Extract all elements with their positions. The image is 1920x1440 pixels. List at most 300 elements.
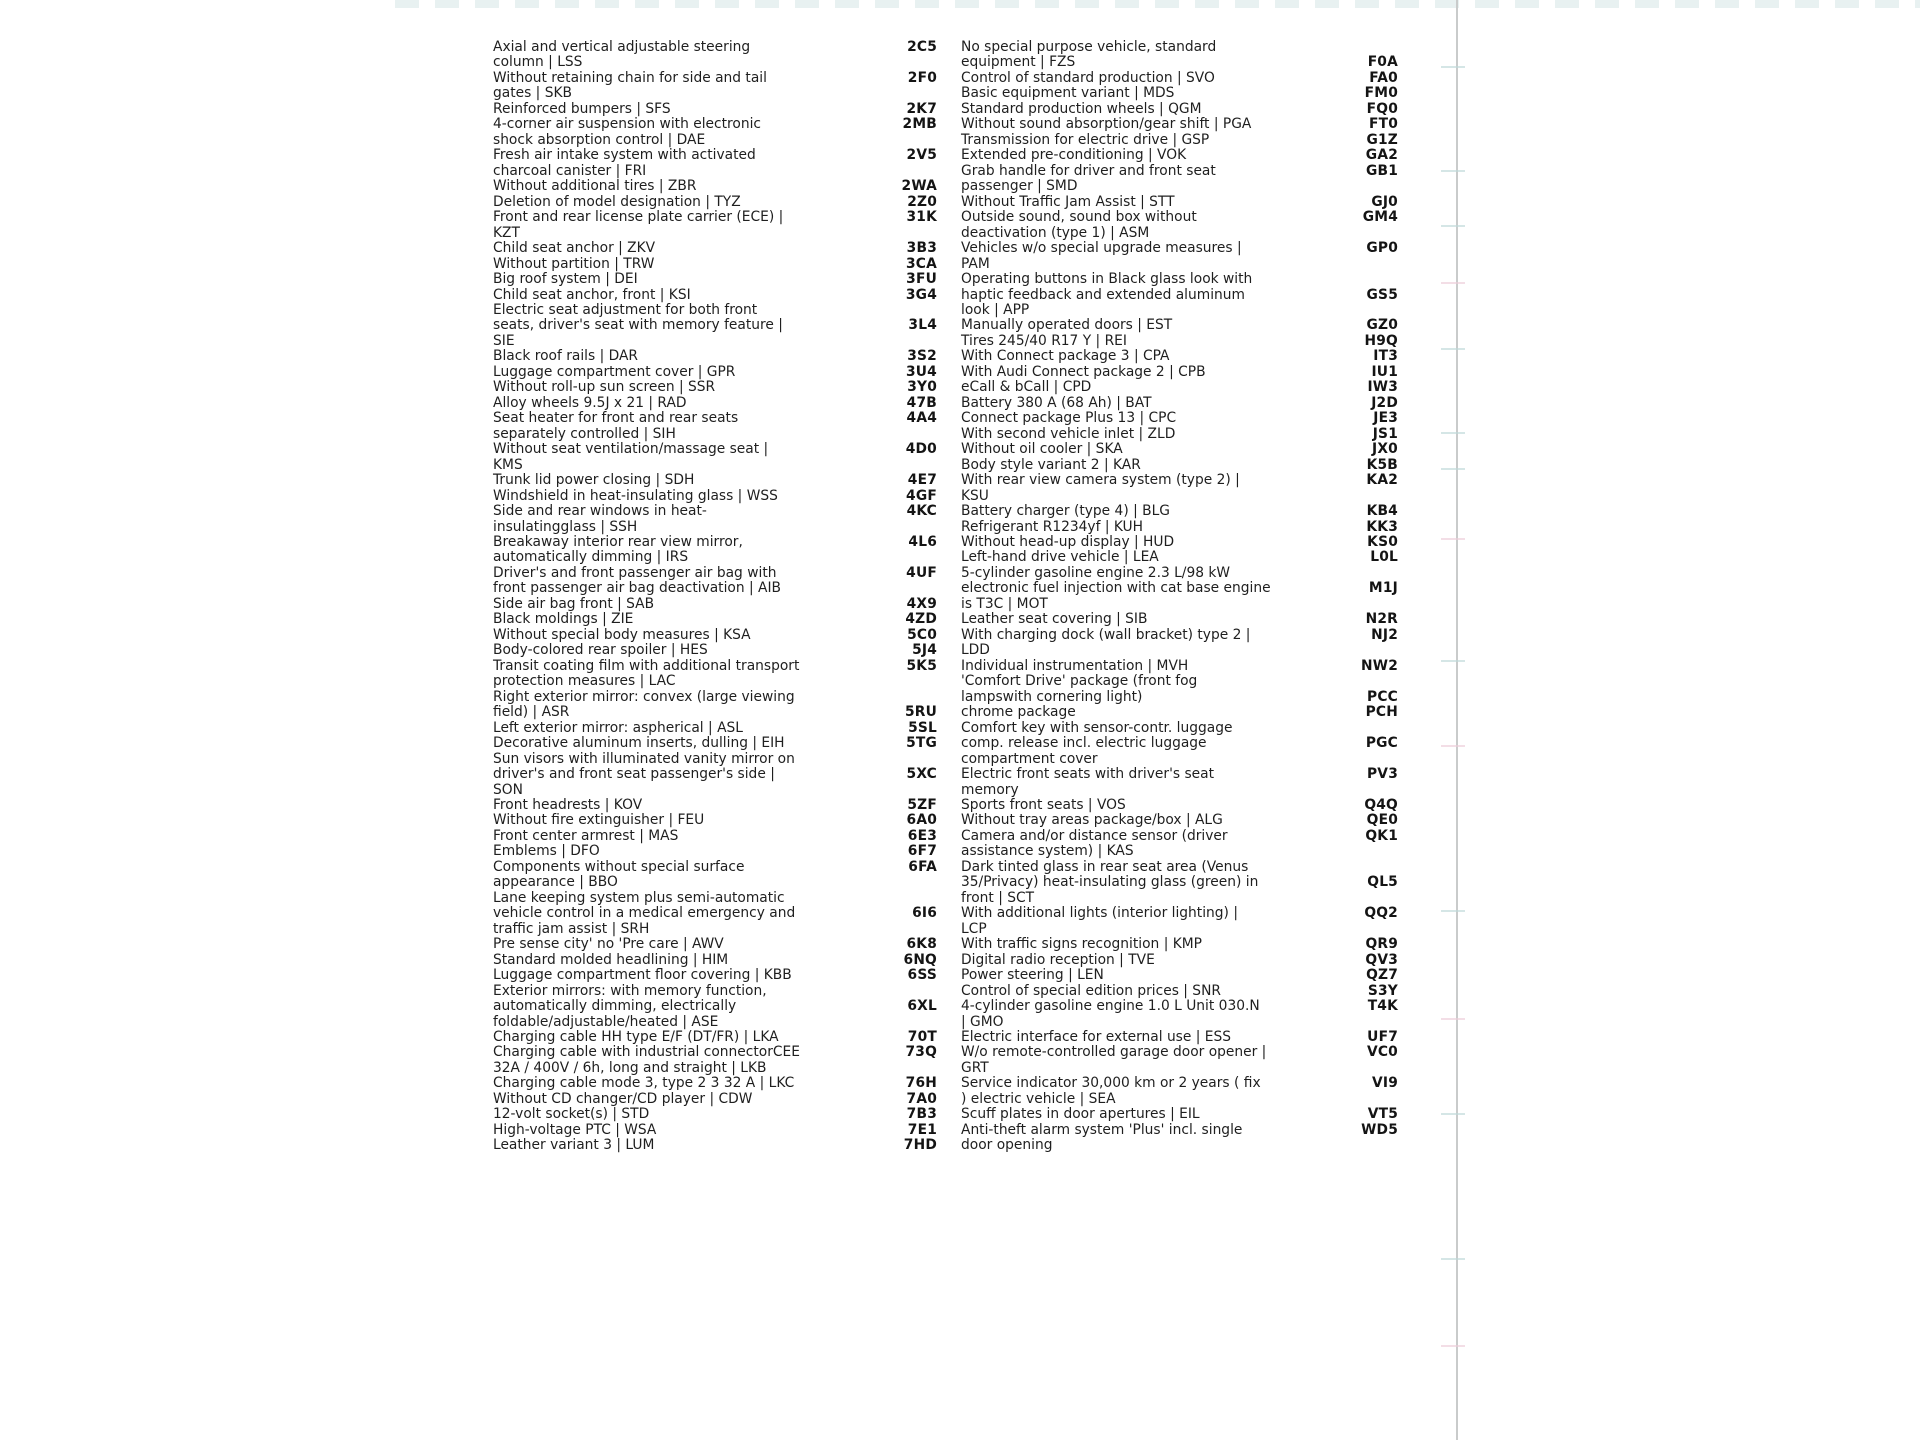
right-code: WD5 xyxy=(1361,1121,1398,1138)
left-column-text: protection measures | LAC xyxy=(493,673,676,690)
right-code: L0L xyxy=(1370,549,1398,566)
right-code: GM4 xyxy=(1362,209,1398,226)
doc-line xyxy=(0,1138,1460,1153)
option-description: lampswith cornering light) xyxy=(961,688,1143,705)
left-column-text: Without seat ventilation/massage seat | xyxy=(493,441,769,458)
pr-code: 6SS xyxy=(907,967,937,984)
right-code: VT5 xyxy=(1367,1106,1398,1123)
left-column-text: Decorative aluminum inserts, dulling | EIH xyxy=(493,735,785,752)
pr-code: 3B3 xyxy=(906,240,937,257)
doc-line xyxy=(0,1123,1460,1138)
doc-line xyxy=(0,133,1460,148)
pr-code: 4X9 xyxy=(906,595,937,612)
scan-artifact-dash xyxy=(1441,1018,1465,1020)
option-description: PAM xyxy=(961,255,990,272)
left-column-text: Luggage compartment cover | GPR xyxy=(493,363,736,380)
doc-line xyxy=(0,659,1460,674)
right-code: G1Z xyxy=(1366,131,1398,148)
doc-line xyxy=(0,288,1460,303)
option-description: haptic feedback and extended aluminum xyxy=(961,286,1245,303)
option-description: eCall & bCall | CPD xyxy=(961,379,1092,396)
option-description: chrome package xyxy=(961,704,1076,721)
option-description: KSU xyxy=(961,487,989,504)
scan-artifact-dash xyxy=(1441,225,1465,227)
pr-code: 2MB xyxy=(902,116,937,133)
pr-code: 4KC xyxy=(906,503,937,520)
option-description: Refrigerant R1234yf | KUH xyxy=(961,518,1144,535)
doc-line xyxy=(0,458,1460,473)
doc-line xyxy=(0,597,1460,612)
equipment-code-list xyxy=(0,40,1460,1154)
right-code: GA2 xyxy=(1365,147,1398,164)
doc-line xyxy=(0,102,1460,117)
right-code: FA0 xyxy=(1369,69,1398,86)
left-column-text: appearance | BBO xyxy=(493,874,618,891)
option-description: Without tray areas package/box | ALG xyxy=(961,812,1223,829)
option-description: Body style variant 2 | KAR xyxy=(961,456,1141,473)
pr-code: 7HD xyxy=(903,1137,937,1154)
doc-line xyxy=(0,303,1460,318)
left-column-text: Deletion of model designation | TYZ xyxy=(493,193,741,210)
doc-line xyxy=(0,628,1460,643)
doc-line xyxy=(0,349,1460,364)
doc-line xyxy=(0,581,1460,596)
doc-line xyxy=(0,875,1460,890)
option-description: deactivation (type 1) | ASM xyxy=(961,224,1150,241)
pr-code: 5C0 xyxy=(907,626,937,643)
option-description: memory xyxy=(961,781,1019,798)
pr-code: 2F0 xyxy=(907,69,937,86)
option-description: Basic equipment variant | MDS xyxy=(961,85,1175,102)
left-column-text: KMS xyxy=(493,456,523,473)
doc-line xyxy=(0,164,1460,179)
option-description: 5-cylinder gasoline engine 2.3 L/98 kW xyxy=(961,564,1231,581)
left-column-text: Big roof system | DEI xyxy=(493,271,638,288)
scan-artifact-dash xyxy=(1441,660,1465,662)
right-code: QK1 xyxy=(1365,827,1398,844)
doc-line xyxy=(0,226,1460,241)
doc-line xyxy=(0,1015,1460,1030)
scan-artifact-dash xyxy=(1441,1258,1465,1260)
pr-code: 5RU xyxy=(904,704,937,721)
doc-line xyxy=(0,272,1460,287)
left-column-text: Without roll-up sun screen | SSR xyxy=(493,379,716,396)
pr-code: 4ZD xyxy=(905,611,937,628)
right-code: KS0 xyxy=(1367,534,1398,550)
option-description: front | SCT xyxy=(961,889,1035,906)
option-description: 'Comfort Drive' package (front fog xyxy=(961,673,1198,690)
left-column-text: Alloy wheels 9.5J x 21 | RAD xyxy=(493,394,687,411)
right-code: QV3 xyxy=(1365,951,1398,968)
option-description: passenger | SMD xyxy=(961,178,1078,195)
pr-code: 7E1 xyxy=(907,1121,937,1138)
doc-line xyxy=(0,117,1460,132)
left-column-text: Axial and vertical adjustable steering xyxy=(493,39,751,55)
option-description: comp. release incl. electric luggage xyxy=(961,735,1207,752)
left-column-text: Without fire extinguisher | FEU xyxy=(493,812,705,829)
scan-artifact-dash xyxy=(1441,66,1465,68)
left-column-text: Right exterior mirror: convex (large viewing xyxy=(493,688,795,705)
doc-line xyxy=(0,999,1460,1014)
left-column-text: insulatingglass | SSH xyxy=(493,518,638,535)
option-description: Comfort key with sensor-contr. luggage xyxy=(961,719,1233,736)
right-code: FT0 xyxy=(1368,116,1398,133)
right-code: PCC xyxy=(1367,688,1398,705)
right-code: JS1 xyxy=(1372,425,1398,442)
left-column-text: traffic jam assist | SRH xyxy=(493,920,650,937)
option-description: Service indicator 30,000 km or 2 years ( fix xyxy=(961,1075,1261,1092)
pr-code: 5K5 xyxy=(906,657,937,674)
option-description: assistance system) | KAS xyxy=(961,843,1134,860)
doc-line xyxy=(0,953,1460,968)
left-column-text: Without partition | TRW xyxy=(493,255,655,272)
left-column-text: Leather variant 3 | LUM xyxy=(493,1137,655,1154)
left-column-text: Without CD changer/CD player | CDW xyxy=(493,1090,753,1107)
pr-code: 5SL xyxy=(908,719,937,736)
doc-line xyxy=(0,257,1460,272)
left-column-text: Transit coating film with additional transport xyxy=(493,657,800,674)
left-column-text: field) | ASR xyxy=(493,704,570,721)
left-column-text: KZT xyxy=(493,224,520,241)
right-code: GZ0 xyxy=(1366,317,1398,334)
left-column-text: 32A / 400V / 6h, long and straight | LKB xyxy=(493,1059,767,1076)
doc-line xyxy=(0,1061,1460,1076)
pr-code: 3CA xyxy=(905,255,937,272)
doc-line xyxy=(0,937,1460,952)
right-code: N2R xyxy=(1365,611,1398,628)
option-description: Without head-up display | HUD xyxy=(961,534,1175,550)
option-description: Outside sound, sound box without xyxy=(961,209,1197,226)
left-column-text: Child seat anchor, front | KSI xyxy=(493,286,691,303)
right-code: PGC xyxy=(1365,735,1398,752)
left-column-text: Breakaway interior rear view mirror, xyxy=(493,534,743,550)
option-description: is T3C | MOT xyxy=(961,595,1048,612)
left-column-text: Reinforced bumpers | SFS xyxy=(493,100,671,117)
doc-line xyxy=(0,1092,1460,1107)
doc-line xyxy=(0,473,1460,488)
pr-code: 2Z0 xyxy=(907,193,937,210)
doc-line xyxy=(0,210,1460,225)
left-column-text: Left exterior mirror: aspherical | ASL xyxy=(493,719,743,736)
pr-code: 3FU xyxy=(906,271,937,288)
option-description: Battery charger (type 4) | BLG xyxy=(961,503,1170,520)
option-description: GRT xyxy=(961,1059,989,1076)
scan-artifact-dash xyxy=(1441,282,1465,284)
pr-code: 6K8 xyxy=(906,936,937,953)
option-description: Control of special edition prices | SNR xyxy=(961,982,1221,999)
option-description: With traffic signs recognition | KMP xyxy=(961,936,1202,953)
option-description: door opening xyxy=(961,1137,1053,1154)
option-description: Without oil cooler | SKA xyxy=(961,441,1123,458)
pr-code: 3L4 xyxy=(908,317,937,334)
pr-code: 6E3 xyxy=(907,827,937,844)
pr-code: 3U4 xyxy=(905,363,937,380)
option-description: 35/Privacy) heat-insulating glass (green) in xyxy=(961,874,1259,891)
right-code: NJ2 xyxy=(1371,626,1398,643)
doc-line xyxy=(0,736,1460,751)
right-code: M1J xyxy=(1368,580,1398,597)
pr-code: 5XC xyxy=(906,766,937,783)
scan-artifact-dash xyxy=(1441,910,1465,912)
doc-line xyxy=(0,380,1460,395)
doc-line xyxy=(0,968,1460,983)
left-column-text: 4-corner air suspension with electronic xyxy=(493,116,761,133)
option-description: Scuff plates in door apertures | EIL xyxy=(961,1106,1200,1123)
pr-code: 7A0 xyxy=(906,1090,937,1107)
left-column-text: Trunk lid power closing | SDH xyxy=(493,472,695,489)
right-code: JX0 xyxy=(1372,441,1398,458)
page-edge-line xyxy=(1456,0,1458,1440)
left-column-text: driver's and front seat passenger's side | xyxy=(493,766,775,783)
left-column-text: Luggage compartment floor covering | KBB xyxy=(493,967,792,984)
pr-code: 2C5 xyxy=(907,39,937,55)
doc-line xyxy=(0,40,1460,55)
option-description: Leather seat covering | SIB xyxy=(961,611,1148,628)
right-code: PCH xyxy=(1365,704,1398,721)
doc-line xyxy=(0,798,1460,813)
doc-line xyxy=(0,752,1460,767)
doc-line xyxy=(0,1076,1460,1091)
option-description: With rear view camera system (type 2) | xyxy=(961,472,1240,489)
doc-line xyxy=(0,1030,1460,1045)
pr-code: 4E7 xyxy=(907,472,937,489)
pr-code: 3S2 xyxy=(907,348,937,365)
doc-line xyxy=(0,535,1460,550)
right-code: T4K xyxy=(1367,998,1398,1015)
scan-artifact-dash xyxy=(1441,1113,1465,1115)
doc-line xyxy=(0,891,1460,906)
left-column-text: Front and rear license plate carrier (ECE) | xyxy=(493,209,784,226)
doc-line xyxy=(0,844,1460,859)
option-description: Standard production wheels | QGM xyxy=(961,100,1202,117)
doc-line xyxy=(0,612,1460,627)
left-column-text: Charging cable HH type E/F (DT/FR) | LKA xyxy=(493,1029,779,1045)
left-column-text: Windshield in heat-insulating glass | WSS xyxy=(493,487,778,504)
pr-code: 6XL xyxy=(907,998,937,1015)
option-description: LDD xyxy=(961,642,990,659)
left-column-text: Side air bag front | SAB xyxy=(493,595,655,612)
option-description: Battery 380 A (68 Ah) | BAT xyxy=(961,394,1152,411)
option-description: Electric interface for external use | ESS xyxy=(961,1029,1232,1045)
pr-code: 2K7 xyxy=(906,100,937,117)
doc-line xyxy=(0,427,1460,442)
doc-line xyxy=(0,334,1460,349)
doc-line xyxy=(0,813,1460,828)
right-code: GJ0 xyxy=(1371,193,1398,210)
option-description: W/o remote-controlled garage door opener | xyxy=(961,1044,1267,1061)
option-description: Left-hand drive vehicle | LEA xyxy=(961,549,1159,566)
left-column-text: SON xyxy=(493,781,523,798)
doc-line xyxy=(0,1107,1460,1122)
right-code: K5B xyxy=(1366,456,1398,473)
pr-code: 76H xyxy=(905,1075,937,1092)
doc-line xyxy=(0,690,1460,705)
right-code: PV3 xyxy=(1367,766,1398,783)
doc-line xyxy=(0,783,1460,798)
pr-code: 47B xyxy=(906,394,937,411)
left-column-text: Charging cable with industrial connectorCEE xyxy=(493,1044,800,1061)
pr-code: 3G4 xyxy=(905,286,937,303)
right-code: J2D xyxy=(1371,394,1398,411)
scan-artifact-top-strip xyxy=(395,0,1920,8)
right-code: KA2 xyxy=(1366,472,1398,489)
left-column-text: foldable/adjustable/heated | ASE xyxy=(493,1013,719,1030)
right-code: GS5 xyxy=(1366,286,1398,303)
right-code: VI9 xyxy=(1371,1075,1398,1092)
doc-line xyxy=(0,829,1460,844)
left-column-text: gates | SKB xyxy=(493,85,572,102)
option-description: Grab handle for driver and front seat xyxy=(961,162,1216,179)
doc-line xyxy=(0,721,1460,736)
left-column-text: Black roof rails | DAR xyxy=(493,348,639,365)
option-description: | GMO xyxy=(961,1013,1004,1030)
doc-line xyxy=(0,318,1460,333)
left-column-text: Sun visors with illuminated vanity mirror on xyxy=(493,750,795,767)
left-column-text: Components without special surface xyxy=(493,858,745,875)
left-column-text: Exterior mirrors: with memory function, xyxy=(493,982,767,999)
left-column-text: column | LSS xyxy=(493,54,583,71)
left-column-text: front passenger air bag deactivation | AIB xyxy=(493,580,782,597)
left-column-text: SIE xyxy=(493,332,515,349)
left-column-text: Electric seat adjustment for both front xyxy=(493,301,758,318)
left-column-text: Lane keeping system plus semi-automatic xyxy=(493,889,785,906)
option-description: Connect package Plus 13 | CPC xyxy=(961,410,1177,427)
option-description: equipment | FZS xyxy=(961,54,1076,71)
option-description: Vehicles w/o special upgrade measures | xyxy=(961,240,1242,257)
pr-code: 2WA xyxy=(901,178,937,195)
doc-line xyxy=(0,365,1460,380)
scan-artifact-dash xyxy=(1441,1345,1465,1347)
left-column-text: Child seat anchor | ZKV xyxy=(493,240,656,257)
doc-line xyxy=(0,767,1460,782)
left-column-text: Without special body measures | KSA xyxy=(493,626,751,643)
right-code: VC0 xyxy=(1366,1044,1398,1061)
option-description: look | APP xyxy=(961,301,1030,318)
left-column-text: Without additional tires | ZBR xyxy=(493,178,697,195)
right-code: QZ7 xyxy=(1366,967,1398,984)
left-column-text: Side and rear windows in heat- xyxy=(493,503,707,520)
doc-line xyxy=(0,396,1460,411)
pr-code: 2V5 xyxy=(906,147,937,164)
option-description: Camera and/or distance sensor (driver xyxy=(961,827,1228,844)
option-description: Digital radio reception | TVE xyxy=(961,951,1155,968)
pr-code: 4A4 xyxy=(906,410,937,427)
scan-artifact-dash xyxy=(1441,468,1465,470)
scan-artifact-dash xyxy=(1441,538,1465,540)
left-column-text: automatically dimming | IRS xyxy=(493,549,689,566)
left-column-text: charcoal canister | FRI xyxy=(493,162,647,179)
option-description: Without sound absorption/gear shift | PGA xyxy=(961,116,1252,133)
doc-line xyxy=(0,241,1460,256)
right-code: JE3 xyxy=(1373,410,1398,427)
right-code: QQ2 xyxy=(1364,905,1398,922)
option-description: electronic fuel injection with cat base engine xyxy=(961,580,1271,597)
pr-code: 5J4 xyxy=(912,642,937,659)
pr-code: 6A0 xyxy=(906,812,937,829)
option-description: 4-cylinder gasoline engine 1.0 L Unit 030.N xyxy=(961,998,1260,1015)
left-column-text: vehicle control in a medical emergency and xyxy=(493,905,796,922)
left-column-text: separately controlled | SIH xyxy=(493,425,676,442)
right-code: FQ0 xyxy=(1366,100,1398,117)
pr-code: 5ZF xyxy=(907,796,937,813)
pr-code: 3Y0 xyxy=(907,379,937,396)
scan-artifact-dash xyxy=(1441,432,1465,434)
left-column-text: Front headrests | KOV xyxy=(493,796,643,813)
right-code: QL5 xyxy=(1367,874,1398,891)
doc-line xyxy=(0,906,1460,921)
doc-line xyxy=(0,550,1460,565)
right-code: QR9 xyxy=(1365,936,1398,953)
pr-code: 7B3 xyxy=(906,1106,937,1123)
right-code: H9Q xyxy=(1364,332,1398,349)
doc-line xyxy=(0,442,1460,457)
doc-line xyxy=(0,489,1460,504)
pr-code: 5TG xyxy=(906,735,937,752)
doc-line xyxy=(0,71,1460,86)
option-description: ) electric vehicle | SEA xyxy=(961,1090,1116,1107)
option-description: No special purpose vehicle, standard xyxy=(961,39,1217,55)
doc-line xyxy=(0,566,1460,581)
left-column-text: Pre sense city' no 'Pre care | AWV xyxy=(493,936,724,953)
right-code: IW3 xyxy=(1367,379,1398,396)
left-column-text: Seat heater for front and rear seats xyxy=(493,410,739,427)
option-description: Electric front seats with driver's seat xyxy=(961,766,1214,783)
doc-line xyxy=(0,520,1460,535)
right-code: S3Y xyxy=(1367,982,1398,999)
pr-code: 4L6 xyxy=(908,534,937,550)
doc-line xyxy=(0,922,1460,937)
doc-line xyxy=(0,643,1460,658)
doc-line xyxy=(0,195,1460,210)
pr-code: 6I6 xyxy=(912,905,937,922)
pr-code: 4GF xyxy=(906,487,937,504)
left-column-text: Emblems | DFO xyxy=(493,843,600,860)
right-code: QE0 xyxy=(1366,812,1398,829)
option-description: Control of standard production | SVO xyxy=(961,69,1215,86)
doc-line xyxy=(0,1045,1460,1060)
option-description: Sports front seats | VOS xyxy=(961,796,1126,813)
left-column-text: Standard molded headlining | HIM xyxy=(493,951,729,968)
option-description: Without Traffic Jam Assist | STT xyxy=(961,193,1175,210)
left-column-text: shock absorption control | DAE xyxy=(493,131,706,148)
left-column-text: automatically dimming, electrically xyxy=(493,998,737,1015)
pr-code: 4D0 xyxy=(905,441,937,458)
doc-line xyxy=(0,504,1460,519)
pr-code: 6F7 xyxy=(907,843,937,860)
right-code: GP0 xyxy=(1366,240,1398,257)
right-code: IT3 xyxy=(1373,348,1398,365)
option-description: With Audi Connect package 2 | CPB xyxy=(961,363,1206,380)
option-description: Operating buttons in Black glass look with xyxy=(961,271,1253,288)
right-code: NW2 xyxy=(1361,657,1398,674)
right-code: KK3 xyxy=(1366,518,1398,535)
left-column-text: Front center armrest | MAS xyxy=(493,827,679,844)
right-code: F0A xyxy=(1367,54,1398,71)
left-column-text: Charging cable mode 3, type 2 3 32 A | LKC xyxy=(493,1075,795,1092)
doc-line xyxy=(0,411,1460,426)
pr-code: 70T xyxy=(907,1029,937,1045)
option-description: Transmission for electric drive | GSP xyxy=(961,131,1210,148)
option-description: LCP xyxy=(961,920,987,937)
option-description: Tires 245/40 R17 Y | REI xyxy=(961,332,1127,349)
pr-code: 6NQ xyxy=(903,951,937,968)
option-description: Manually operated doors | EST xyxy=(961,317,1173,334)
doc-line xyxy=(0,674,1460,689)
left-column-text: High-voltage PTC | WSA xyxy=(493,1121,657,1138)
scan-artifact-dash xyxy=(1441,745,1465,747)
doc-line xyxy=(0,55,1460,70)
left-column-text: Fresh air intake system with activated xyxy=(493,147,756,164)
